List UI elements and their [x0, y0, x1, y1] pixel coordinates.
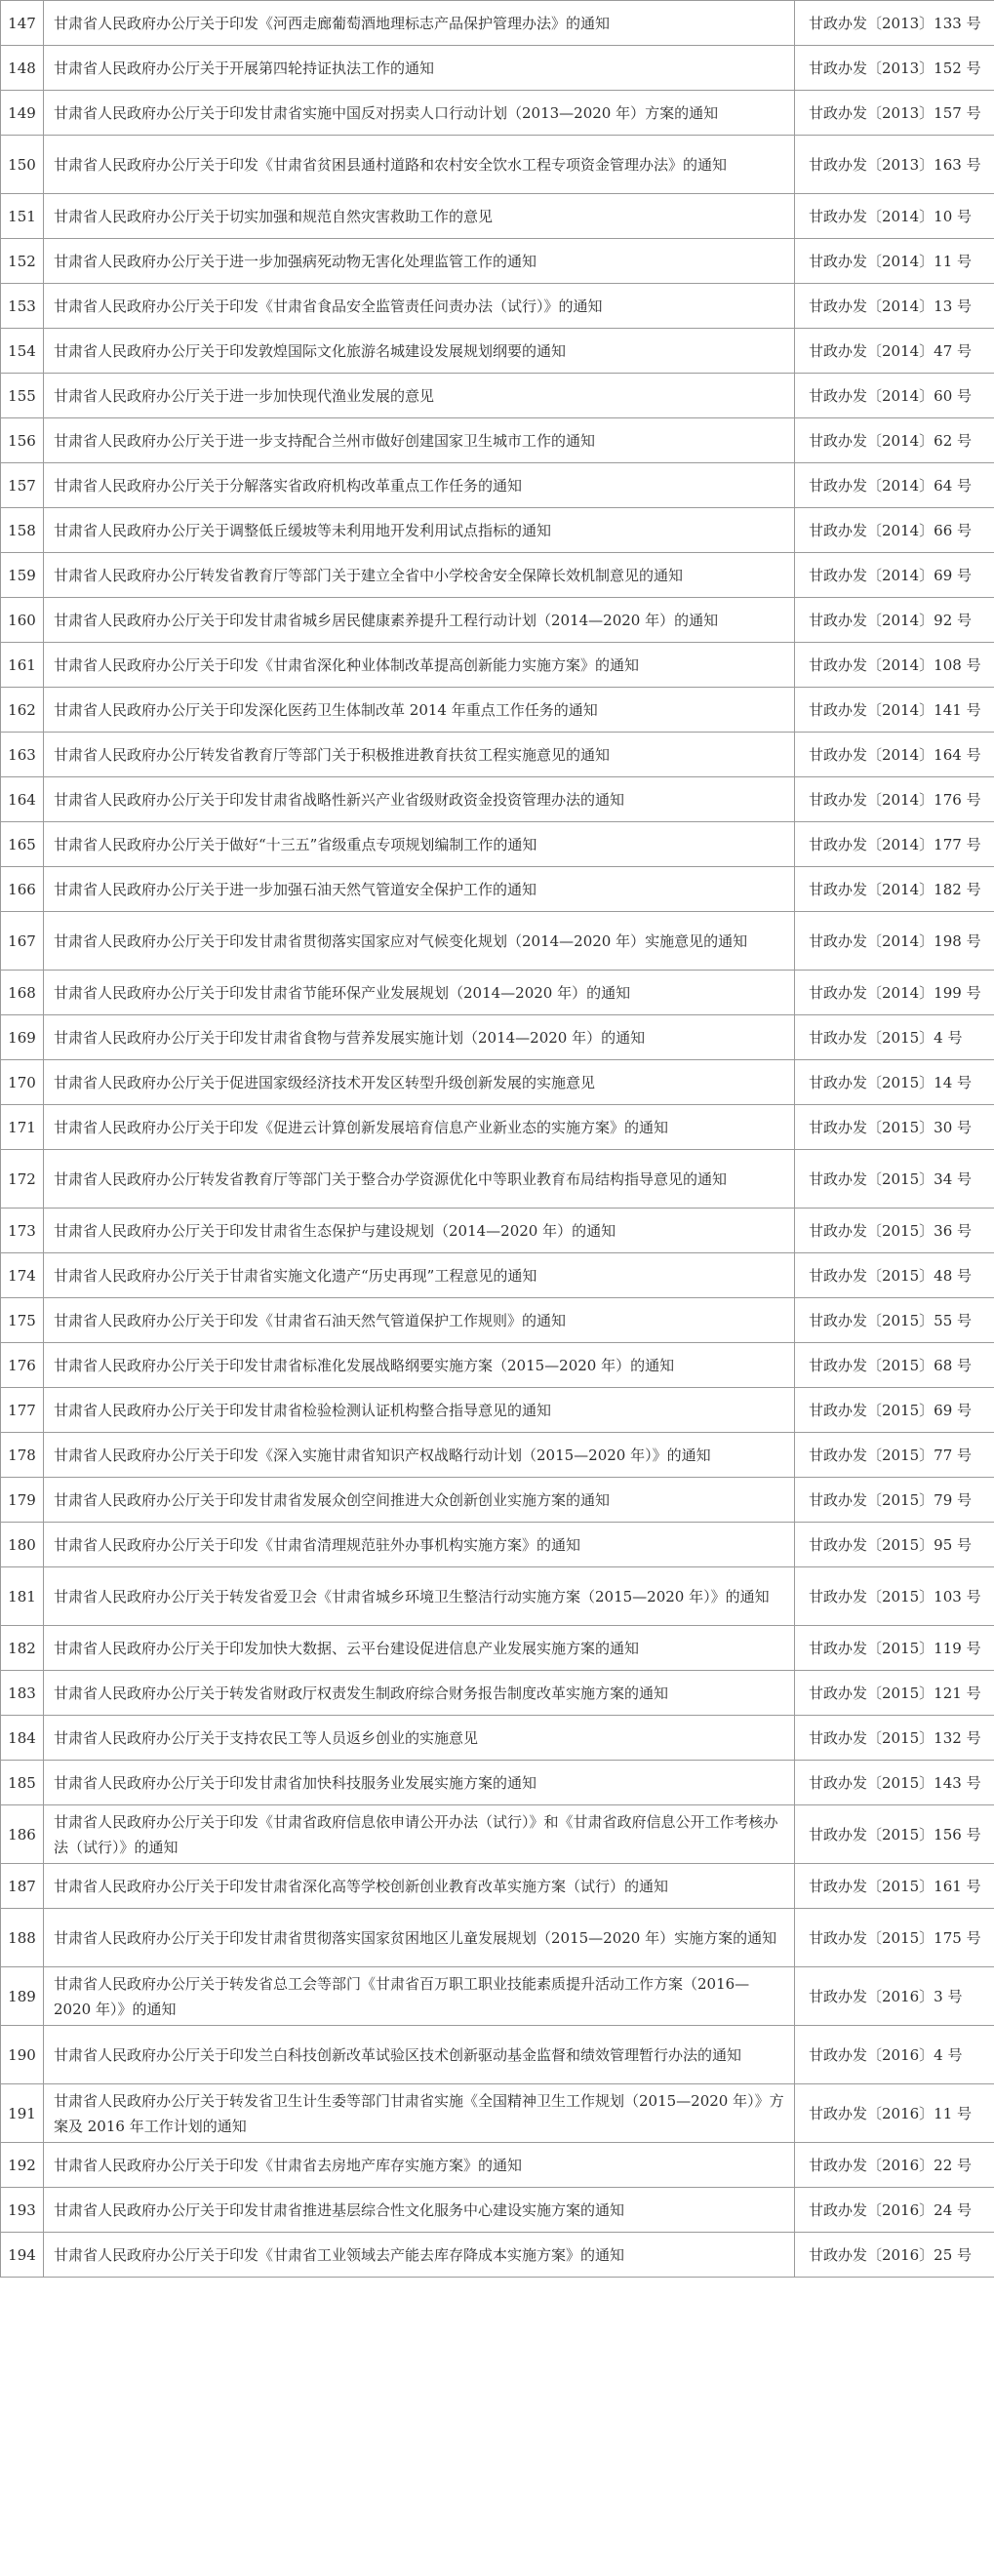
document-number: 甘政办发〔2015〕48 号: [795, 1253, 994, 1298]
document-title: 甘肃省人民政府办公厅关于甘肃省实施文化遗产“历史再现”工程意见的通知: [44, 1253, 795, 1298]
document-number: 甘政办发〔2016〕24 号: [795, 2188, 994, 2233]
document-title: 甘肃省人民政府办公厅关于转发省卫生计生委等部门甘肃省实施《全国精神卫生工作规划（2015—2020 年）》方案及 2016 年工作计划的通知: [44, 2084, 795, 2143]
table-row: [1, 867, 994, 912]
row-number: 163: [1, 733, 44, 777]
table-row: [1, 1343, 994, 1388]
row-number: 157: [1, 463, 44, 508]
table-row: [1, 1567, 994, 1626]
row-number: 177: [1, 1388, 44, 1433]
table-row: [1, 1060, 994, 1105]
document-title: 甘肃省人民政府办公厅关于印发甘肃省贯彻落实国家应对气候变化规划（2014—2020 年）实施意见的通知: [44, 912, 795, 971]
row-number: 181: [1, 1567, 44, 1626]
document-title: 甘肃省人民政府办公厅转发省教育厅等部门关于建立全省中小学校舍安全保障长效机制意见的通知: [44, 553, 795, 598]
document-number: 甘政办发〔2014〕11 号: [795, 239, 994, 284]
table-row: [1, 508, 994, 553]
document-number: 甘政办发〔2015〕34 号: [795, 1150, 994, 1209]
table-row: [1, 971, 994, 1015]
table-row: [1, 239, 994, 284]
document-number: 甘政办发〔2015〕30 号: [795, 1105, 994, 1150]
table-row: [1, 1523, 994, 1567]
document-number: 甘政办发〔2014〕177 号: [795, 822, 994, 867]
document-title: 甘肃省人民政府办公厅关于印发《甘肃省食品安全监管责任问责办法（试行）》的通知: [44, 284, 795, 329]
document-number: 甘政办发〔2014〕13 号: [795, 284, 994, 329]
document-title: 甘肃省人民政府办公厅关于印发甘肃省加快科技服务业发展实施方案的通知: [44, 1761, 795, 1805]
row-number: 162: [1, 688, 44, 733]
document-title: 甘肃省人民政府办公厅关于印发甘肃省城乡居民健康素养提升工程行动计划（2014—2020 年）的通知: [44, 598, 795, 643]
document-title: 甘肃省人民政府办公厅关于印发《甘肃省去房地产库存实施方案》的通知: [44, 2143, 795, 2188]
document-title: 甘肃省人民政府办公厅关于切实加强和规范自然灾害救助工作的意见: [44, 194, 795, 239]
document-title: 甘肃省人民政府办公厅关于调整低丘缓坡等未利用地开发利用试点指标的通知: [44, 508, 795, 553]
table-row: [1, 2026, 994, 2084]
table-row: [1, 1150, 994, 1209]
table-row: [1, 2233, 994, 2278]
document-title: 甘肃省人民政府办公厅关于印发《甘肃省政府信息依申请公开办法（试行）》和《甘肃省政府信息公开工作考核办法（试行）》的通知: [44, 1805, 795, 1864]
row-number: 153: [1, 284, 44, 329]
table-row: [1, 1, 994, 46]
document-title: 甘肃省人民政府办公厅关于印发甘肃省深化高等学校创新创业教育改革实施方案（试行）的通知: [44, 1864, 795, 1909]
document-title: 甘肃省人民政府办公厅关于印发甘肃省推进基层综合性文化服务中心建设实施方案的通知: [44, 2188, 795, 2233]
table-row: [1, 2188, 994, 2233]
table-row: [1, 1761, 994, 1805]
document-title: 甘肃省人民政府办公厅转发省教育厅等部门关于整合办学资源优化中等职业教育布局结构指导意见的通知: [44, 1150, 795, 1209]
document-title: 甘肃省人民政府办公厅关于印发甘肃省节能环保产业发展规划（2014—2020 年）的通知: [44, 971, 795, 1015]
row-number: 154: [1, 329, 44, 374]
document-title: 甘肃省人民政府办公厅关于进一步支持配合兰州市做好创建国家卫生城市工作的通知: [44, 418, 795, 463]
row-number: 170: [1, 1060, 44, 1105]
document-number: 甘政办发〔2014〕64 号: [795, 463, 994, 508]
table-row: [1, 777, 994, 822]
document-number: 甘政办发〔2016〕11 号: [795, 2084, 994, 2143]
document-title: 甘肃省人民政府办公厅关于印发甘肃省战略性新兴产业省级财政资金投资管理办法的通知: [44, 777, 795, 822]
document-number: 甘政办发〔2015〕121 号: [795, 1671, 994, 1716]
table-row: [1, 136, 994, 194]
document-number: 甘政办发〔2014〕141 号: [795, 688, 994, 733]
table-row: [1, 46, 994, 91]
table-row: [1, 912, 994, 971]
table-row: [1, 1298, 994, 1343]
row-number: 189: [1, 1967, 44, 2026]
document-number: 甘政办发〔2014〕66 号: [795, 508, 994, 553]
table-row: [1, 194, 994, 239]
row-number: 172: [1, 1150, 44, 1209]
document-title: 甘肃省人民政府办公厅关于印发加快大数据、云平台建设促进信息产业发展实施方案的通知: [44, 1626, 795, 1671]
document-number: 甘政办发〔2015〕77 号: [795, 1433, 994, 1478]
row-number: 191: [1, 2084, 44, 2143]
document-number: 甘政办发〔2014〕164 号: [795, 733, 994, 777]
document-title: 甘肃省人民政府办公厅关于印发甘肃省标准化发展战略纲要实施方案（2015—2020 年）的通知: [44, 1343, 795, 1388]
row-number: 179: [1, 1478, 44, 1523]
document-number: 甘政办发〔2014〕182 号: [795, 867, 994, 912]
table-row: [1, 1105, 994, 1150]
document-title: 甘肃省人民政府办公厅关于转发省总工会等部门《甘肃省百万职工职业技能素质提升活动工作方案（2016—2020 年）》的通知: [44, 1967, 795, 2026]
document-title: 甘肃省人民政府办公厅关于进一步加强石油天然气管道安全保护工作的通知: [44, 867, 795, 912]
row-number: 192: [1, 2143, 44, 2188]
row-number: 178: [1, 1433, 44, 1478]
table-row: [1, 2143, 994, 2188]
document-title: 甘肃省人民政府办公厅关于支持农民工等人员返乡创业的实施意见: [44, 1716, 795, 1761]
table-row: [1, 1478, 994, 1523]
row-number: 161: [1, 643, 44, 688]
document-number: 甘政办发〔2015〕161 号: [795, 1864, 994, 1909]
document-number: 甘政办发〔2015〕55 号: [795, 1298, 994, 1343]
document-title: 甘肃省人民政府办公厅关于做好“十三五”省级重点专项规划编制工作的通知: [44, 822, 795, 867]
document-number: 甘政办发〔2015〕95 号: [795, 1523, 994, 1567]
document-title: 甘肃省人民政府办公厅关于印发甘肃省实施中国反对拐卖人口行动计划（2013—2020 年）方案的通知: [44, 91, 795, 136]
table-row: [1, 463, 994, 508]
document-title: 甘肃省人民政府办公厅关于印发甘肃省贯彻落实国家贫困地区儿童发展规划（2015—2020 年）实施方案的通知: [44, 1909, 795, 1967]
document-title: 甘肃省人民政府办公厅关于进一步加快现代渔业发展的意见: [44, 374, 795, 418]
row-number: 186: [1, 1805, 44, 1864]
document-number: 甘政办发〔2015〕4 号: [795, 1015, 994, 1060]
document-title: 甘肃省人民政府办公厅关于印发《河西走廊葡萄酒地理标志产品保护管理办法》的通知: [44, 1, 795, 46]
row-number: 182: [1, 1626, 44, 1671]
row-number: 188: [1, 1909, 44, 1967]
document-number: 甘政办发〔2015〕36 号: [795, 1209, 994, 1253]
document-title: 甘肃省人民政府办公厅关于印发甘肃省发展众创空间推进大众创新创业实施方案的通知: [44, 1478, 795, 1523]
row-number: 165: [1, 822, 44, 867]
row-number: 164: [1, 777, 44, 822]
row-number: 148: [1, 46, 44, 91]
row-number: 160: [1, 598, 44, 643]
document-number: 甘政办发〔2013〕163 号: [795, 136, 994, 194]
table-row: [1, 733, 994, 777]
table-row: [1, 1015, 994, 1060]
document-number: 甘政办发〔2013〕157 号: [795, 91, 994, 136]
document-number: 甘政办发〔2014〕10 号: [795, 194, 994, 239]
document-title: 甘肃省人民政府办公厅关于印发《甘肃省深化种业体制改革提高创新能力实施方案》的通知: [44, 643, 795, 688]
document-title: 甘肃省人民政府办公厅关于印发深化医药卫生体制改革 2014 年重点工作任务的通知: [44, 688, 795, 733]
document-number: 甘政办发〔2014〕199 号: [795, 971, 994, 1015]
row-number: 156: [1, 418, 44, 463]
row-number: 193: [1, 2188, 44, 2233]
document-number: 甘政办发〔2014〕60 号: [795, 374, 994, 418]
document-title: 甘肃省人民政府办公厅关于印发甘肃省检验检测认证机构整合指导意见的通知: [44, 1388, 795, 1433]
row-number: 166: [1, 867, 44, 912]
row-number: 183: [1, 1671, 44, 1716]
table-row: [1, 91, 994, 136]
document-number: 甘政办发〔2015〕175 号: [795, 1909, 994, 1967]
document-number: 甘政办发〔2014〕92 号: [795, 598, 994, 643]
table-row: [1, 1433, 994, 1478]
document-number: 甘政办发〔2014〕69 号: [795, 553, 994, 598]
row-number: 187: [1, 1864, 44, 1909]
document-title: 甘肃省人民政府办公厅关于印发《促进云计算创新发展培育信息产业新业态的实施方案》的通知: [44, 1105, 795, 1150]
table-body: [1, 1, 994, 2278]
document-title: 甘肃省人民政府办公厅转发省教育厅等部门关于积极推进教育扶贫工程实施意见的通知: [44, 733, 795, 777]
document-title: 甘肃省人民政府办公厅关于印发《甘肃省清理规范驻外办事机构实施方案》的通知: [44, 1523, 795, 1567]
document-title: 甘肃省人民政府办公厅关于印发《甘肃省贫困县通村道路和农村安全饮水工程专项资金管理办法》的通知: [44, 136, 795, 194]
table-row: [1, 1388, 994, 1433]
document-title: 甘肃省人民政府办公厅关于分解落实省政府机构改革重点工作任务的通知: [44, 463, 795, 508]
document-number: 甘政办发〔2015〕143 号: [795, 1761, 994, 1805]
row-number: 173: [1, 1209, 44, 1253]
document-title: 甘肃省人民政府办公厅关于印发兰白科技创新改革试验区技术创新驱动基金监督和绩效管理暂行办法的通知: [44, 2026, 795, 2084]
document-title: 甘肃省人民政府办公厅关于印发《深入实施甘肃省知识产权战略行动计划（2015—2020 年）》的通知: [44, 1433, 795, 1478]
table-row: [1, 1864, 994, 1909]
document-number: 甘政办发〔2013〕152 号: [795, 46, 994, 91]
document-title: 甘肃省人民政府办公厅关于印发《甘肃省石油天然气管道保护工作规则》的通知: [44, 1298, 795, 1343]
document-number: 甘政办发〔2014〕108 号: [795, 643, 994, 688]
table-row: [1, 1253, 994, 1298]
table-row: [1, 822, 994, 867]
row-number: 152: [1, 239, 44, 284]
document-number: 甘政办发〔2015〕103 号: [795, 1567, 994, 1626]
document-number: 甘政办发〔2014〕47 号: [795, 329, 994, 374]
row-number: 158: [1, 508, 44, 553]
row-number: 169: [1, 1015, 44, 1060]
table-row: [1, 374, 994, 418]
document-number: 甘政办发〔2013〕133 号: [795, 1, 994, 46]
row-number: 149: [1, 91, 44, 136]
document-number: 甘政办发〔2014〕62 号: [795, 418, 994, 463]
document-title: 甘肃省人民政府办公厅关于印发《甘肃省工业领域去产能去库存降成本实施方案》的通知: [44, 2233, 795, 2278]
row-number: 190: [1, 2026, 44, 2084]
document-number: 甘政办发〔2014〕198 号: [795, 912, 994, 971]
document-number: 甘政办发〔2015〕68 号: [795, 1343, 994, 1388]
document-number: 甘政办发〔2015〕79 号: [795, 1478, 994, 1523]
row-number: 180: [1, 1523, 44, 1567]
document-title: 甘肃省人民政府办公厅关于印发敦煌国际文化旅游名城建设发展规划纲要的通知: [44, 329, 795, 374]
document-number: 甘政办发〔2016〕4 号: [795, 2026, 994, 2084]
document-title: 甘肃省人民政府办公厅关于印发甘肃省食物与营养发展实施计划（2014—2020 年）的通知: [44, 1015, 795, 1060]
row-number: 150: [1, 136, 44, 194]
row-number: 194: [1, 2233, 44, 2278]
table-row: [1, 1716, 994, 1761]
row-number: 175: [1, 1298, 44, 1343]
table-row: [1, 598, 994, 643]
document-title: 甘肃省人民政府办公厅关于印发甘肃省生态保护与建设规划（2014—2020 年）的通知: [44, 1209, 795, 1253]
table-row: [1, 1209, 994, 1253]
row-number: 176: [1, 1343, 44, 1388]
document-number: 甘政办发〔2015〕69 号: [795, 1388, 994, 1433]
table-row: [1, 643, 994, 688]
document-number: 甘政办发〔2015〕119 号: [795, 1626, 994, 1671]
row-number: 159: [1, 553, 44, 598]
row-number: 147: [1, 1, 44, 46]
document-number: 甘政办发〔2016〕22 号: [795, 2143, 994, 2188]
document-title: 甘肃省人民政府办公厅关于促进国家级经济技术开发区转型升级创新发展的实施意见: [44, 1060, 795, 1105]
table-row: [1, 2084, 994, 2143]
row-number: 184: [1, 1716, 44, 1761]
table-row: [1, 1671, 994, 1716]
table-row: [1, 1909, 994, 1967]
table-row: [1, 688, 994, 733]
table-row: [1, 553, 994, 598]
row-number: 185: [1, 1761, 44, 1805]
document-number: 甘政办发〔2015〕132 号: [795, 1716, 994, 1761]
document-title: 甘肃省人民政府办公厅关于转发省财政厅权责发生制政府综合财务报告制度改革实施方案的通知: [44, 1671, 795, 1716]
table-row: [1, 1626, 994, 1671]
row-number: 151: [1, 194, 44, 239]
table-row: [1, 1967, 994, 2026]
table-row: [1, 329, 994, 374]
row-number: 171: [1, 1105, 44, 1150]
document-title: 甘肃省人民政府办公厅关于进一步加强病死动物无害化处理监管工作的通知: [44, 239, 795, 284]
document-number: 甘政办发〔2016〕25 号: [795, 2233, 994, 2278]
document-number: 甘政办发〔2015〕156 号: [795, 1805, 994, 1864]
document-number: 甘政办发〔2015〕14 号: [795, 1060, 994, 1105]
document-number: 甘政办发〔2016〕3 号: [795, 1967, 994, 2026]
table-row: [1, 418, 994, 463]
document-number: 甘政办发〔2014〕176 号: [795, 777, 994, 822]
row-number: 168: [1, 971, 44, 1015]
document-title: 甘肃省人民政府办公厅关于转发省爱卫会《甘肃省城乡环境卫生整洁行动实施方案（2015—2020 年）》的通知: [44, 1567, 795, 1626]
row-number: 174: [1, 1253, 44, 1298]
row-number: 155: [1, 374, 44, 418]
row-number: 167: [1, 912, 44, 971]
table-row: [1, 1805, 994, 1864]
table-row: [1, 284, 994, 329]
document-title: 甘肃省人民政府办公厅关于开展第四轮持证执法工作的通知: [44, 46, 795, 91]
